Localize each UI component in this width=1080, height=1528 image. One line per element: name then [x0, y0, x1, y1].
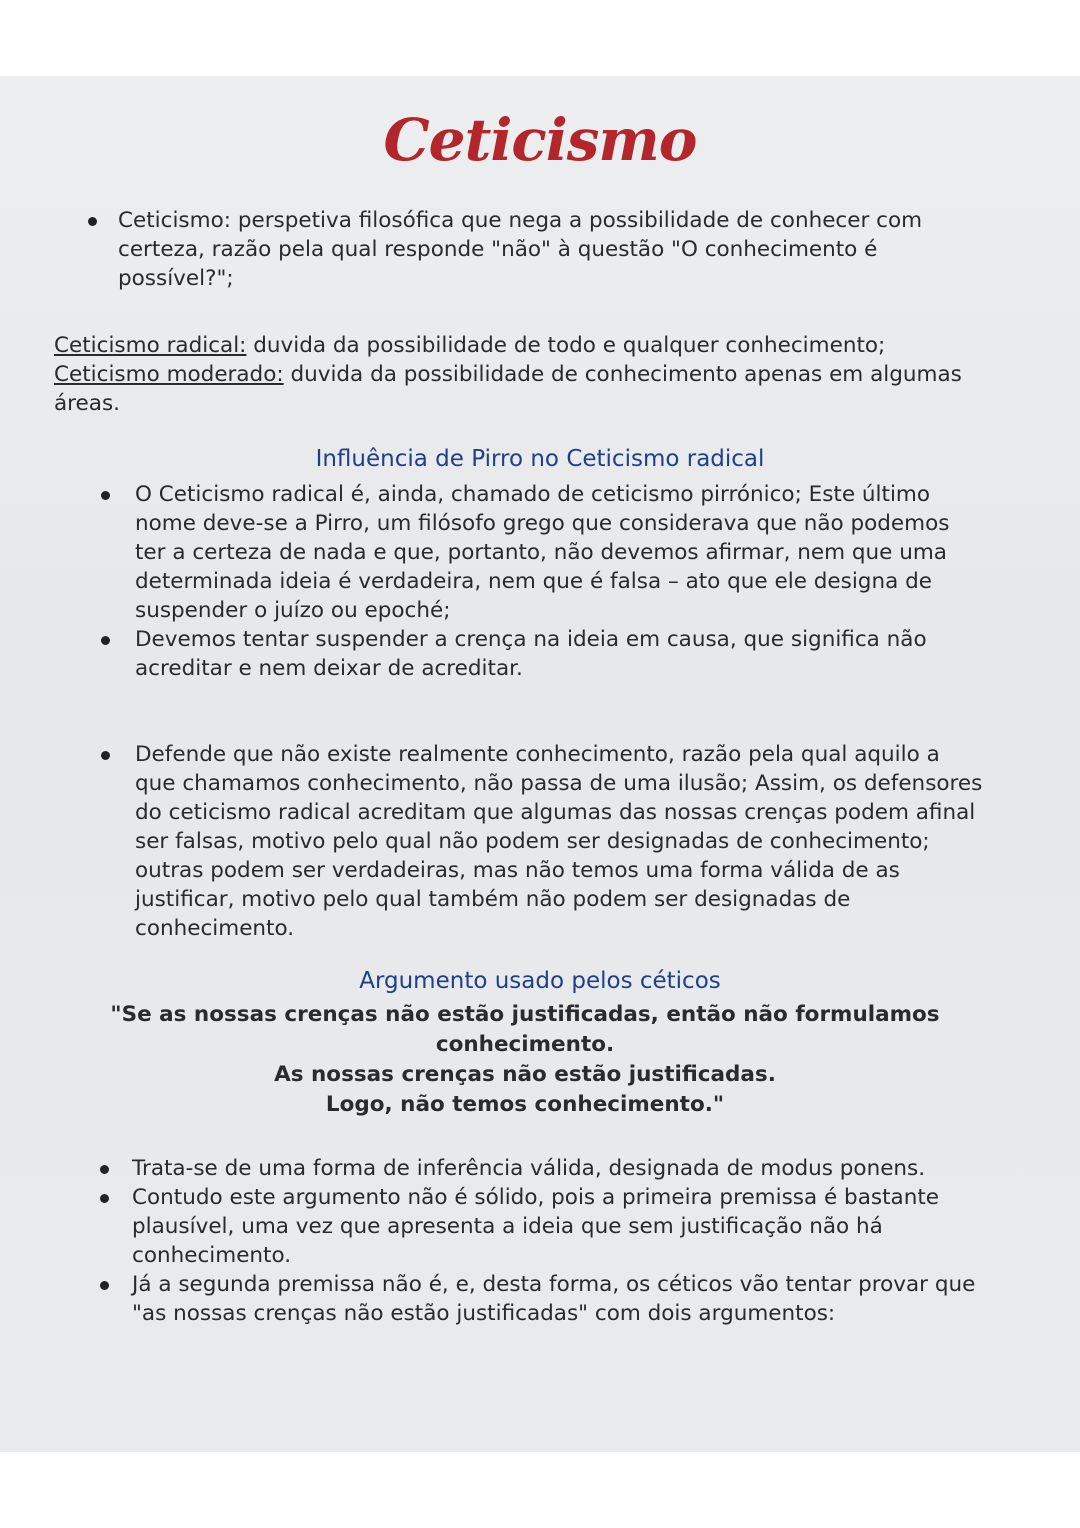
- argument-quote: [110, 1000, 940, 1120]
- definition-term: Ceticismo moderado:: [54, 362, 284, 387]
- list-item-text: Contudo este argumento não é sólido, pois a primeira premissa é bastante plausível, uma vez que apresenta a ideia que sem justificação não há conhecimento.: [132, 1185, 939, 1268]
- list-item-text: Trata-se de uma forma de inferência válida, designada de modus ponens.: [132, 1156, 926, 1181]
- intro-text: Ceticismo: perspetiva filosófica que nega a possibilidade de conhecer com certeza, razão pela qual responde "não" à questão "O conhecimento é possível?";: [118, 208, 923, 291]
- definition-term: Ceticismo radical:: [54, 333, 247, 358]
- bullet-icon: [101, 751, 110, 760]
- quote-line: Logo, não temos conhecimento.": [325, 1092, 725, 1117]
- bullet-icon: [101, 491, 110, 500]
- definition-text: duvida da possibilidade de todo e qualquer conhecimento;: [246, 333, 886, 358]
- list-item-text: O Ceticismo radical é, ainda, chamado de ceticismo pirrónico; Este último nome deve-se a Pirro, um filósofo grego que considerava que não podemos ter a certeza de nada e que, portanto, não devemos afirmar, nem que uma determinada ideia é verdadeira, nem que é falsa – ato que ele designa de suspender o juízo ou epoché;: [135, 482, 950, 623]
- quote-line: As nossas crenças não estão justificadas.: [274, 1062, 776, 1087]
- list-item: [132, 1154, 982, 1183]
- section1-list: [135, 480, 985, 683]
- bullet-icon: [88, 217, 97, 226]
- bullet-icon: [100, 1281, 109, 1290]
- definitions-block: [54, 331, 984, 418]
- page-title: Ceticismo: [383, 106, 697, 174]
- list-item: [132, 1270, 982, 1328]
- list-item: [132, 1183, 982, 1270]
- definition-radical: [54, 331, 984, 360]
- section2-list: [132, 1154, 982, 1328]
- definition-moderate: [54, 360, 984, 418]
- bullet-icon: [100, 1194, 109, 1203]
- list-item: [135, 625, 985, 683]
- list-item: [135, 480, 985, 625]
- intro-bullet: [118, 206, 948, 293]
- list-item-text: Defende que não existe realmente conhecimento, razão pela qual aquilo a que chamamos conhecimento, não passa de uma ilusão; Assim, os defensores do ceticismo radical acreditam que algumas das nossas crenças podem afinal ser falsas, motivo pelo qual não podem ser designadas de conhecimento; outras podem ser verdadeiras, mas não temos uma forma válida de as justificar, motivo pelo qual também não podem ser designadas de conhecimento.: [135, 742, 983, 941]
- list-item: [135, 740, 985, 943]
- section-heading: Influência de Pirro no Ceticismo radical: [315, 446, 765, 472]
- document-page: [0, 76, 1080, 1452]
- quote-line: "Se as nossas crenças não estão justificadas, então não formulamos: [110, 1002, 940, 1027]
- section-heading: Argumento usado pelos céticos: [359, 968, 721, 994]
- list-item-text: Já a segunda premissa não é, e, desta forma, os céticos vão tentar provar que "as nossas crenças não estão justificadas" com dois argumentos:: [132, 1272, 976, 1326]
- quote-line: conhecimento.: [435, 1032, 615, 1057]
- definition-text: duvida da possibilidade de conhecimento apenas em algumas áreas.: [54, 362, 962, 416]
- list-item-text: Devemos tentar suspender a crença na ideia em causa, que significa não acreditar e nem deixar de acreditar.: [135, 627, 927, 681]
- bullet-icon: [101, 636, 110, 645]
- bullet-icon: [100, 1165, 109, 1174]
- section1b-list: [135, 740, 985, 943]
